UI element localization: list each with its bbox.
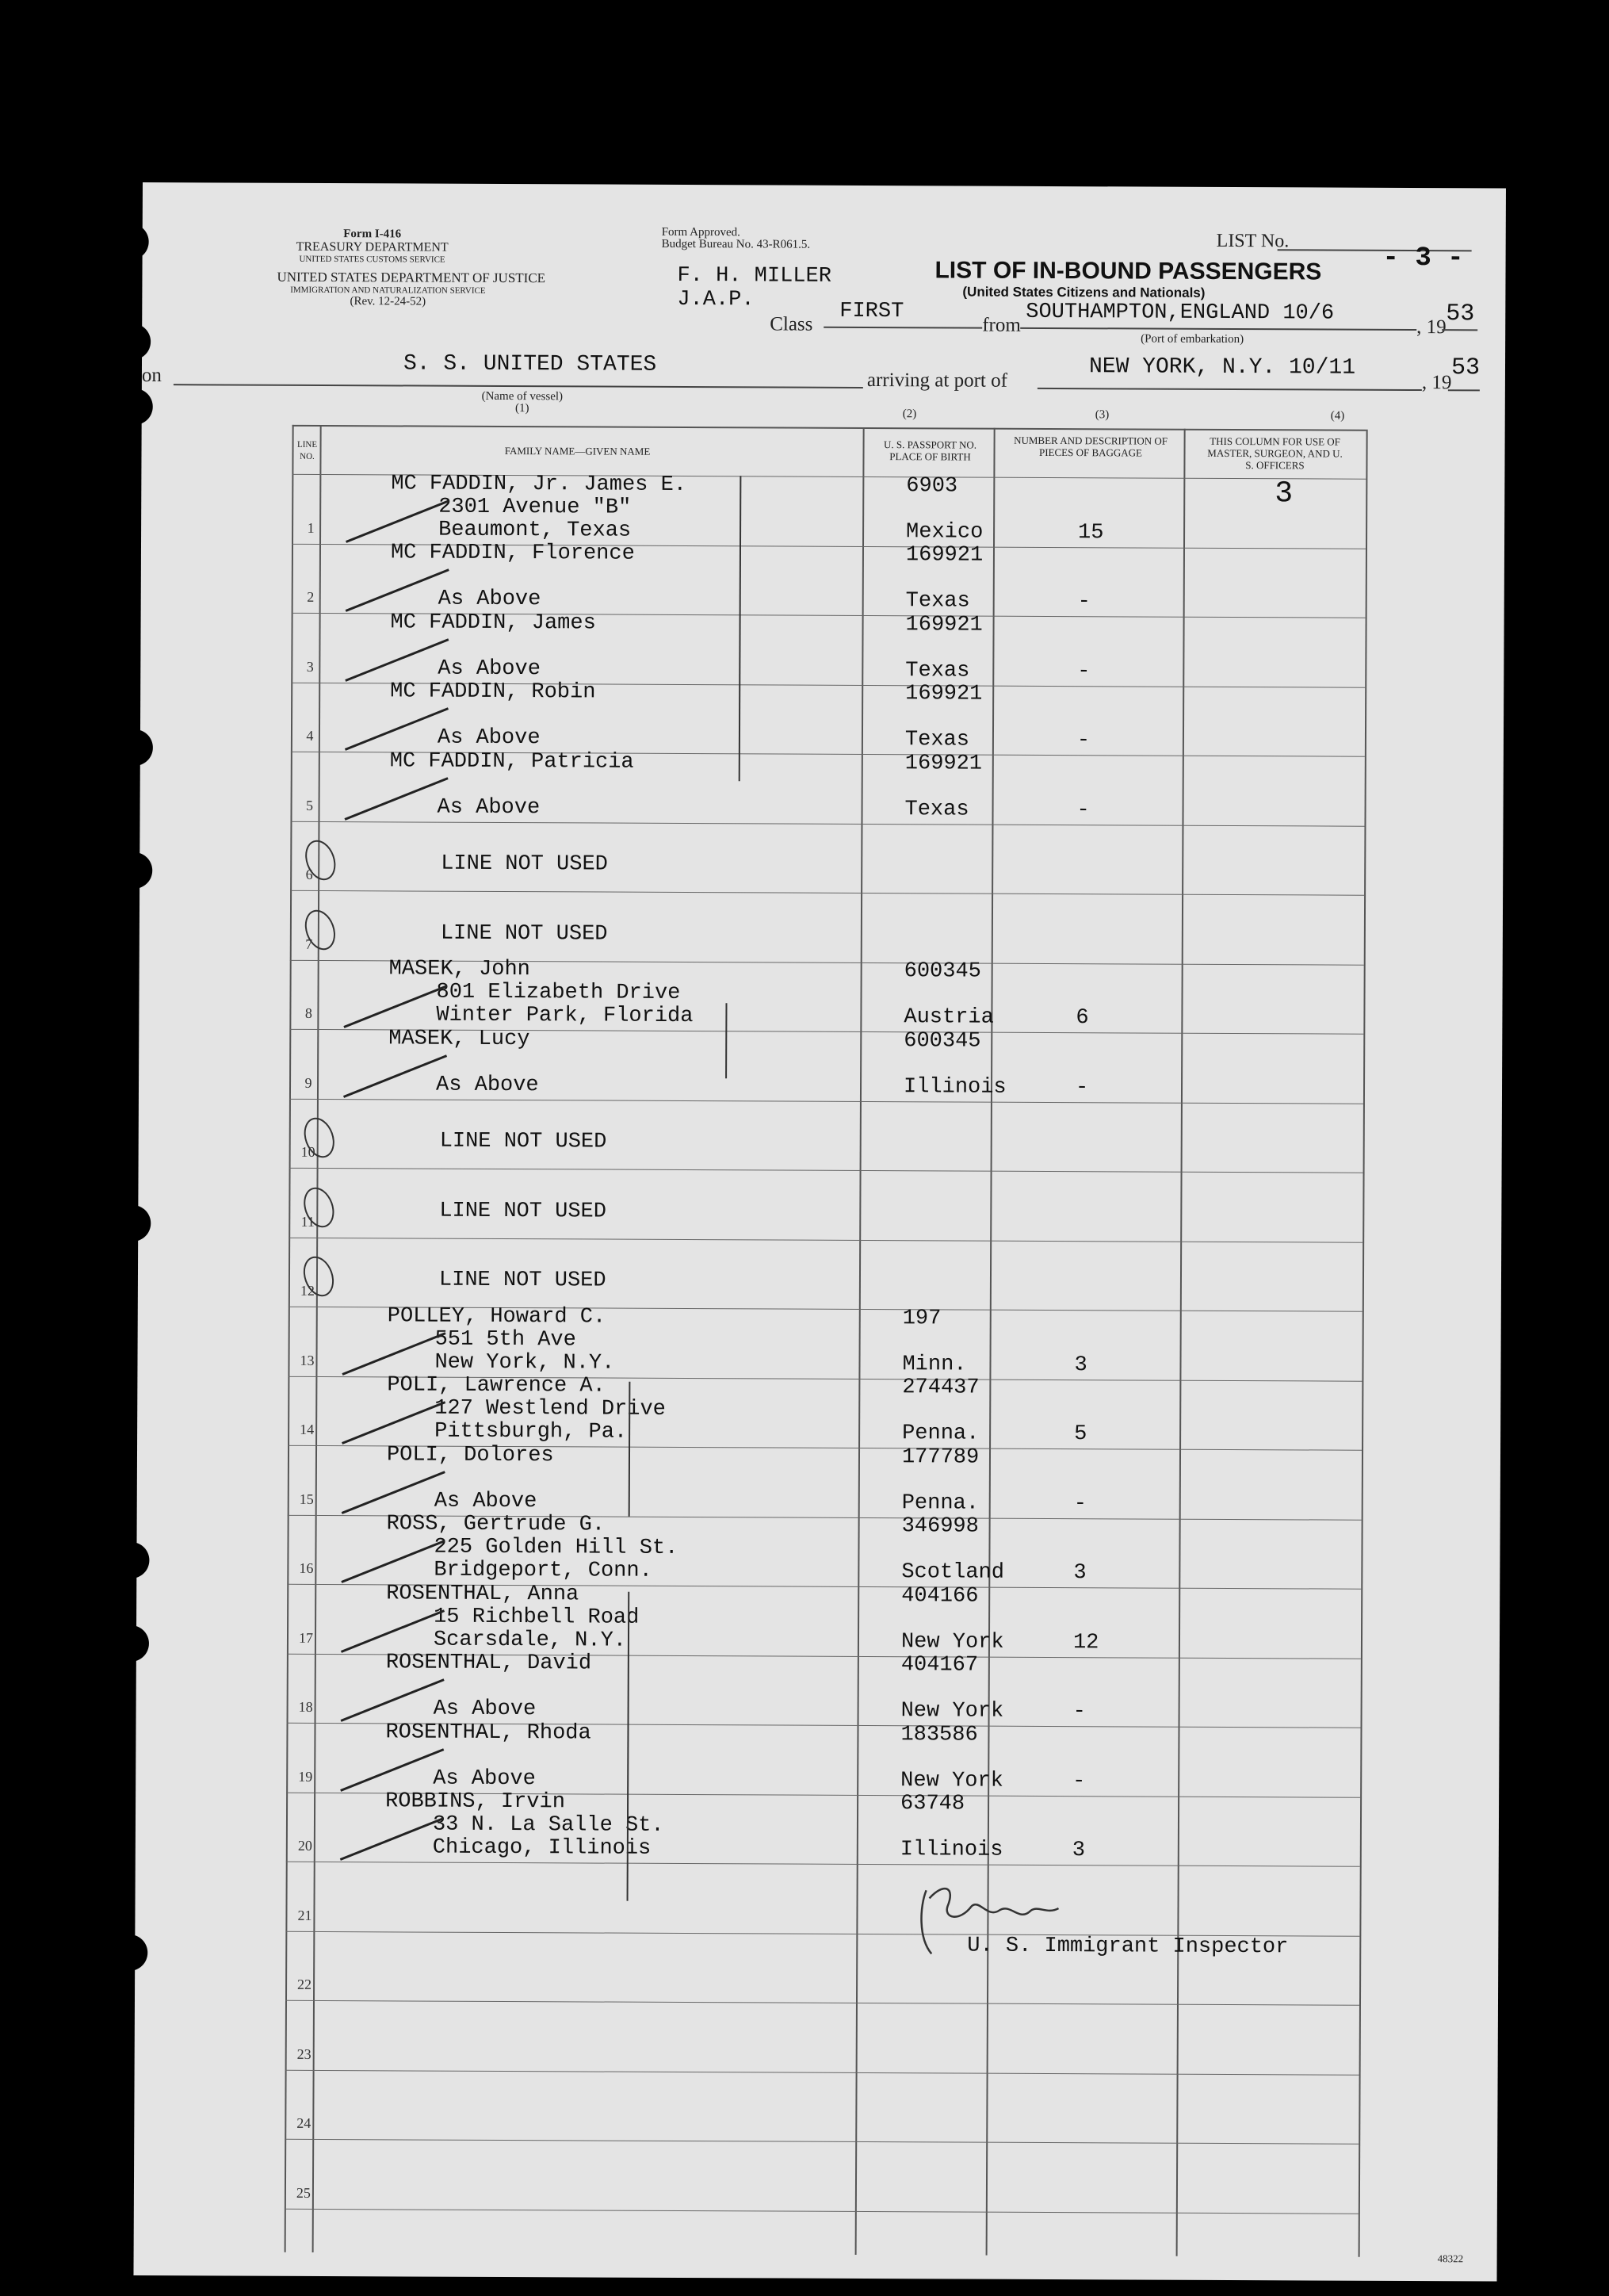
passenger-name: MC FADDIN, Robin	[390, 679, 596, 705]
table-row	[285, 2069, 1359, 2075]
place-of-birth: Texas	[904, 797, 969, 822]
passport-number: 169921	[905, 612, 983, 637]
stamp-initials: J.A.P.	[677, 287, 755, 312]
passenger-address: LINE NOT USED	[438, 1268, 606, 1293]
pencil-bracket	[629, 1382, 631, 1517]
place-of-birth: Minn.	[902, 1352, 967, 1377]
from-underline	[1020, 327, 1416, 331]
line-number: 24	[296, 2114, 311, 2131]
passenger-address: Beaumont, Texas	[438, 518, 632, 543]
passenger-address: Winter Park, Florida	[436, 1003, 694, 1029]
passport-number: 169921	[905, 682, 983, 706]
check-mark	[345, 707, 449, 751]
punch-hole	[111, 1934, 147, 1971]
passenger-name: MC FADDIN, Patricia	[389, 748, 634, 775]
manifest-sheet	[133, 182, 1506, 2281]
pencil-bracket	[739, 476, 742, 781]
line-number: 22	[297, 1976, 312, 1992]
place-of-birth: Texas	[904, 728, 970, 752]
passenger-address: LINE NOT USED	[439, 1199, 607, 1224]
col-header-baggage: NUMBER AND DESCRIPTION OF PIECES OF BAGGAGE	[1014, 434, 1168, 459]
list-no-label: LIST No.	[1216, 230, 1290, 252]
passenger-address: As Above	[437, 725, 541, 751]
table-border	[1359, 430, 1368, 2257]
passenger-name: MASEK, John	[388, 957, 530, 982]
check-mark	[342, 1332, 445, 1376]
check-mark	[346, 568, 449, 612]
place-of-birth: Scotland	[901, 1560, 1005, 1585]
passenger-address: As Above	[433, 1766, 536, 1791]
passport-number: 404167	[900, 1653, 979, 1678]
revision: (Rev. 12-24-52)	[350, 295, 426, 308]
line-number: 5	[306, 797, 314, 813]
check-mark	[345, 777, 449, 821]
table-row	[289, 1098, 1363, 1104]
column-divider	[855, 427, 865, 2255]
passenger-address: Scarsdale, N.Y.	[433, 1628, 627, 1653]
check-mark	[343, 985, 447, 1028]
passport-number: 600345	[904, 959, 981, 984]
class-label: Class	[770, 313, 813, 335]
line-number: 1	[307, 519, 315, 536]
baggage-count: 3	[1074, 1353, 1087, 1377]
line-number: 20	[297, 1837, 312, 1854]
arrival-year-underline	[1448, 389, 1480, 391]
col1-number: (1)	[514, 402, 529, 415]
place-of-birth: Illinois	[900, 1838, 1003, 1862]
place-of-birth: New York	[900, 1629, 1004, 1655]
place-of-birth: New York	[900, 1699, 1004, 1724]
from-label: from	[982, 314, 1021, 336]
punch-hole	[114, 323, 151, 360]
check-mark	[341, 1609, 445, 1653]
col-header-officers: THIS COLUMN FOR USE OF MASTER, SURGEON, AND U. S. OFFICERS	[1207, 434, 1343, 472]
list-subtitle: (United States Citizens and Nationals)	[962, 284, 1206, 300]
column-divider	[1176, 429, 1186, 2256]
passport-number: 183586	[900, 1722, 978, 1747]
arrival-year-prefix: , 19	[1421, 372, 1452, 394]
arrival-underline	[1038, 388, 1422, 391]
passenger-address: Pittsburgh, Pa.	[434, 1419, 628, 1445]
arrival-year: 53	[1450, 354, 1481, 382]
table-row	[285, 2208, 1359, 2214]
line-number: 6	[305, 866, 313, 882]
vessel-caption: (Name of vessel)	[481, 389, 564, 404]
footer-number: 48322	[1437, 2252, 1464, 2265]
officer-mark: 3	[1275, 476, 1294, 511]
passenger-address: LINE NOT USED	[440, 921, 608, 947]
col-header-name: FAMILY NAME—GIVEN NAME	[504, 444, 651, 457]
arriving-label: arriving at port of	[866, 369, 1008, 392]
line-number: 12	[300, 1282, 315, 1299]
line-number: 14	[300, 1421, 315, 1437]
line-number: 15	[299, 1490, 314, 1507]
baggage-count: -	[1075, 1075, 1089, 1100]
passenger-name: POLI, Lawrence A.	[387, 1373, 606, 1399]
passenger-address: As Above	[438, 656, 541, 681]
passport-number: 346998	[901, 1514, 979, 1539]
vessel-name: S. S. UNITED STATES	[403, 351, 657, 377]
baggage-count: -	[1072, 1700, 1086, 1724]
class-underline	[824, 327, 982, 329]
passport-number: 169921	[904, 751, 983, 776]
pencil-bracket	[725, 1003, 727, 1078]
col3-number: (3)	[1095, 408, 1110, 422]
passenger-table	[285, 425, 1366, 2257]
passenger-address: 225 Golden Hill St.	[434, 1535, 678, 1560]
embarkation-port: SOUTHAMPTON,ENGLAND 10/6	[1026, 300, 1335, 326]
port-embarkation-caption: (Port of embarkation)	[1141, 332, 1244, 346]
passenger-name: MASEK, Lucy	[388, 1026, 530, 1051]
vessel-underline	[174, 384, 863, 388]
check-mark	[345, 638, 449, 682]
baggage-count: -	[1077, 659, 1091, 683]
from-year: 53	[1446, 300, 1475, 328]
check-mark	[342, 1401, 445, 1445]
passport-number: 274437	[902, 1376, 980, 1400]
on-label: on	[141, 364, 162, 387]
passenger-name: MC FADDIN, Florence	[390, 541, 635, 566]
passenger-name: ROSENTHAL, Rhoda	[385, 1720, 591, 1745]
form-number: Form I-416	[343, 228, 402, 241]
from-year-prefix: , 19	[1416, 316, 1447, 339]
passenger-name: ROSS, Gertrude G.	[386, 1512, 606, 1537]
passenger-address: As Above	[435, 1073, 539, 1097]
treasury-dept: TREASURY DEPARTMENT	[296, 239, 449, 254]
passenger-name: ROBBINS, Irvin	[385, 1789, 565, 1815]
passenger-address: As Above	[437, 795, 541, 820]
punch-hole	[117, 729, 153, 766]
ins-label: IMMIGRATION AND NATURALIZATION SERVICE	[290, 285, 486, 296]
line-number: 3	[306, 658, 314, 675]
baggage-count: -	[1073, 1491, 1087, 1516]
table-row	[285, 2000, 1359, 2006]
baggage-count: 3	[1073, 1561, 1087, 1586]
passenger-name: MC FADDIN, Jr. James E.	[391, 471, 687, 497]
customs-service: UNITED STATES CUSTOMS SERVICE	[299, 254, 445, 265]
line-number: 18	[298, 1698, 313, 1715]
table-row	[286, 1862, 1360, 1867]
passenger-address: LINE NOT USED	[441, 851, 608, 877]
punch-hole	[114, 1205, 151, 1242]
passport-number: 177789	[901, 1445, 980, 1470]
col-header-passport: U. S. PASSPORT NO. PLACE OF BIRTH	[884, 438, 977, 463]
punch-hole	[113, 224, 149, 260]
passport-number: 600345	[904, 1028, 981, 1054]
doj-label: UNITED STATES DEPARTMENT OF JUSTICE	[277, 269, 546, 286]
place-of-birth: New York	[900, 1768, 1003, 1793]
place-of-birth: Texas	[905, 589, 970, 614]
passport-number: 404166	[901, 1583, 979, 1609]
line-number: 16	[299, 1559, 314, 1576]
column-divider	[986, 428, 996, 2256]
table-row	[289, 1168, 1363, 1173]
baggage-count: -	[1077, 590, 1091, 614]
baggage-count: 5	[1074, 1422, 1087, 1447]
place-of-birth: Penna.	[902, 1422, 980, 1446]
check-mark	[346, 499, 449, 543]
passenger-address: As Above	[433, 1697, 537, 1722]
stamp-name: F. H. MILLER	[677, 263, 831, 289]
class-value: FIRST	[839, 299, 904, 324]
passenger-address: 2301 Avenue "B"	[438, 495, 632, 520]
check-mark	[342, 1471, 445, 1514]
check-mark	[343, 1054, 447, 1098]
line-number: 9	[304, 1074, 312, 1091]
place-of-birth: Austria	[904, 1005, 994, 1030]
passenger-address: Chicago, Illinois	[432, 1835, 652, 1861]
baggage-count: -	[1076, 798, 1090, 822]
table-row	[290, 890, 1364, 896]
punch-hole	[116, 852, 152, 889]
passport-number: 6903	[906, 473, 958, 498]
place-of-birth: Texas	[905, 658, 970, 683]
passenger-address: LINE NOT USED	[439, 1129, 607, 1154]
punch-hole	[113, 1542, 149, 1578]
passenger-address: 33 N. La Salle St.	[432, 1812, 664, 1838]
passenger-name: MC FADDIN, James	[390, 610, 596, 636]
punch-hole	[117, 388, 153, 425]
passenger-address: 801 Elizabeth Drive	[436, 980, 681, 1005]
place-of-birth: Mexico	[906, 519, 984, 545]
check-mark	[340, 1748, 444, 1792]
passenger-address: Bridgeport, Conn.	[434, 1558, 652, 1583]
from-year-underline	[1442, 329, 1477, 331]
list-number: - 3 -	[1382, 243, 1464, 274]
check-mark	[340, 1817, 444, 1861]
line-number: 19	[298, 1768, 313, 1785]
passenger-address: 127 Westlend Drive	[434, 1396, 666, 1422]
passenger-address: As Above	[434, 1489, 537, 1513]
table-row	[290, 821, 1364, 826]
baggage-count: 6	[1076, 1006, 1089, 1031]
passenger-name: POLI, Dolores	[386, 1442, 554, 1468]
passenger-address: New York, N.Y.	[434, 1350, 615, 1376]
baggage-count: -	[1072, 1769, 1086, 1793]
place-of-birth: Illinois	[903, 1074, 1007, 1100]
line-number: 17	[298, 1629, 314, 1646]
line-number: 4	[306, 727, 314, 744]
passport-number: 63748	[900, 1792, 965, 1816]
baggage-count: -	[1076, 729, 1091, 753]
line-number: 2	[307, 588, 315, 605]
check-mark	[341, 1540, 445, 1583]
punch-hole	[113, 1625, 149, 1662]
passport-number: 197	[902, 1306, 942, 1330]
passenger-name: POLLEY, Howard C.	[387, 1303, 606, 1330]
place-of-birth: Penna.	[901, 1490, 980, 1516]
form-approved: Form Approved.	[661, 225, 740, 239]
passenger-name: ROSENTHAL, David	[385, 1651, 592, 1676]
passenger-address: As Above	[438, 587, 541, 612]
line-number: 8	[304, 1004, 312, 1021]
line-number: 23	[296, 2045, 311, 2062]
passenger-address: 551 5th Ave	[434, 1327, 576, 1352]
table-row	[285, 2139, 1359, 2145]
line-number: 10	[300, 1143, 315, 1160]
passenger-address: 15 Richbell Road	[434, 1605, 640, 1630]
table-top	[292, 425, 1366, 431]
inspector-title: U. S. Immigrant Inspector	[967, 1934, 1289, 1960]
line-number: 13	[300, 1352, 315, 1368]
col-header-line-no: LINE NO.	[297, 439, 318, 461]
budget-bureau: Budget Bureau No. 43-R061.5.	[661, 237, 811, 251]
passenger-name: ROSENTHAL, Anna	[386, 1581, 579, 1606]
line-number: 11	[300, 1213, 315, 1230]
passport-number: 169921	[905, 543, 984, 568]
line-number: 7	[305, 936, 313, 952]
baggage-count: 12	[1072, 1630, 1099, 1655]
check-mark	[341, 1678, 445, 1722]
line-number: 25	[296, 2184, 311, 2201]
col4-number: (4)	[1330, 409, 1345, 423]
arrival-port: NEW YORK, N.Y. 10/11	[1088, 354, 1356, 381]
baggage-count: 15	[1078, 520, 1104, 545]
col2-number: (2)	[902, 408, 917, 421]
line-number: 21	[297, 1907, 312, 1923]
baggage-count: 3	[1072, 1839, 1086, 1863]
list-title: LIST OF IN-BOUND PASSENGERS	[934, 257, 1322, 285]
table-row	[289, 1237, 1362, 1242]
